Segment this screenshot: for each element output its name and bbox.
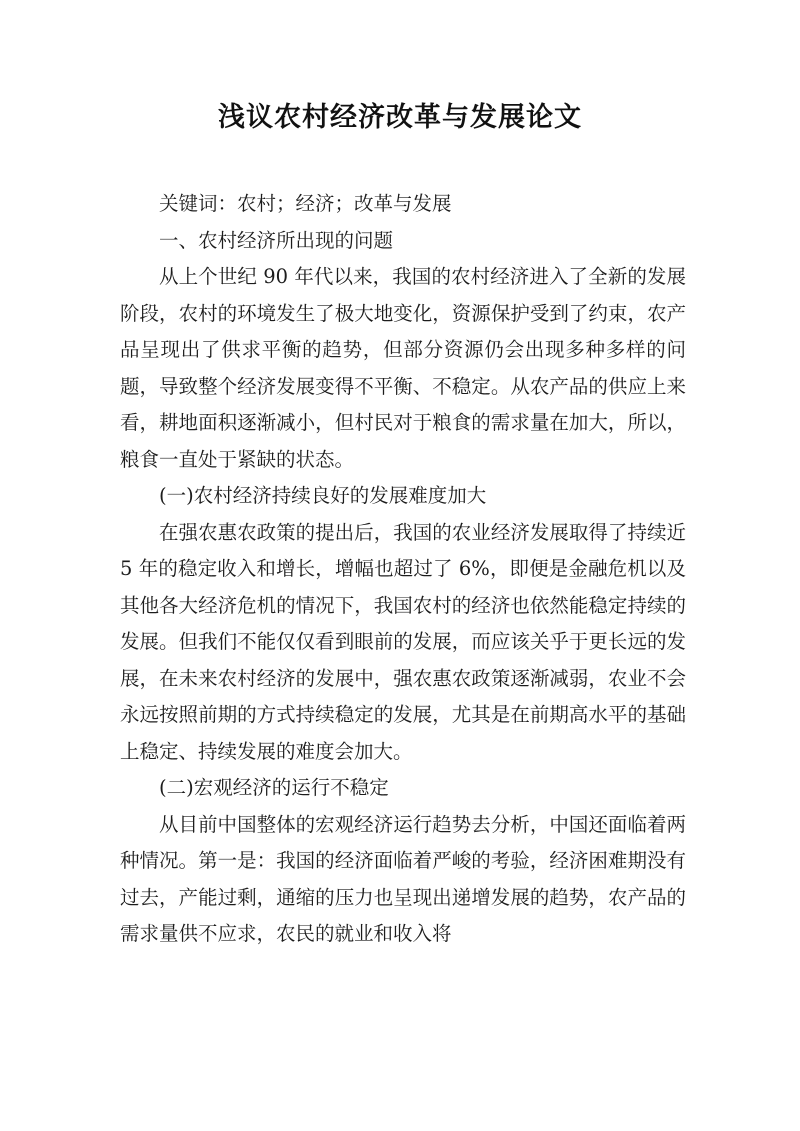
body-paragraph-3: 从目前中国整体的宏观经济运行趋势去分析，中国还面临着两种情况。第一是：我国的经济面临着严峻的考验，经济困难期没有过去，产能过剩，通缩的压力也呈现出递增发展的趋势，农产品的需求量供不应求，农民的就业和收入将 xyxy=(120,812,686,945)
body-paragraph-1: 从上个世纪 90 年代以来，我国的农村经济进入了全新的发展阶段，农村的环境发生了极大地变化，资源保护受到了约束，农产品呈现出了供求平衡的趋势，但部分资源仍会出现多种多样的问题，导致整个经济发展变得不平衡、不稳定。从农产品的供应上来看，耕地面积逐渐减小，但村民对于粮食的需求量在加大，所以，粮食一直处于紧缺的状态。 xyxy=(120,265,686,471)
section-heading-1: 一、农村经济所出现的问题 xyxy=(159,228,394,252)
subsection-heading-2: (二)宏观经济的运行不稳定 xyxy=(159,776,389,799)
document-body xyxy=(120,186,686,953)
body-paragraph-2: 在强农惠农政策的提出后，我国的农业经济发展取得了持续近 5 年的稳定收入和增长，增幅也超过了 6%，即便是金融危机以及其他各大经济危机的情况下，我国农村的经济也依然能稳定持续的发展。但我们不能仅仅看到眼前的发展，而应该关乎于更长远的发展，在未来农村经济的发展中，强农惠农政策逐渐减弱，农业不会永远按照前期的方式持续稳定的发展，尤其是在前期高水平的基础上稳定、持续发展的难度会加大。 xyxy=(120,520,686,763)
document-title: 浅议农村经济改革与发展论文 xyxy=(218,102,582,133)
subsection-heading-1: (一)农村经济持续良好的发展难度加大 xyxy=(159,484,487,507)
keywords-line: 关键词：农村；经济；改革与发展 xyxy=(159,192,452,215)
